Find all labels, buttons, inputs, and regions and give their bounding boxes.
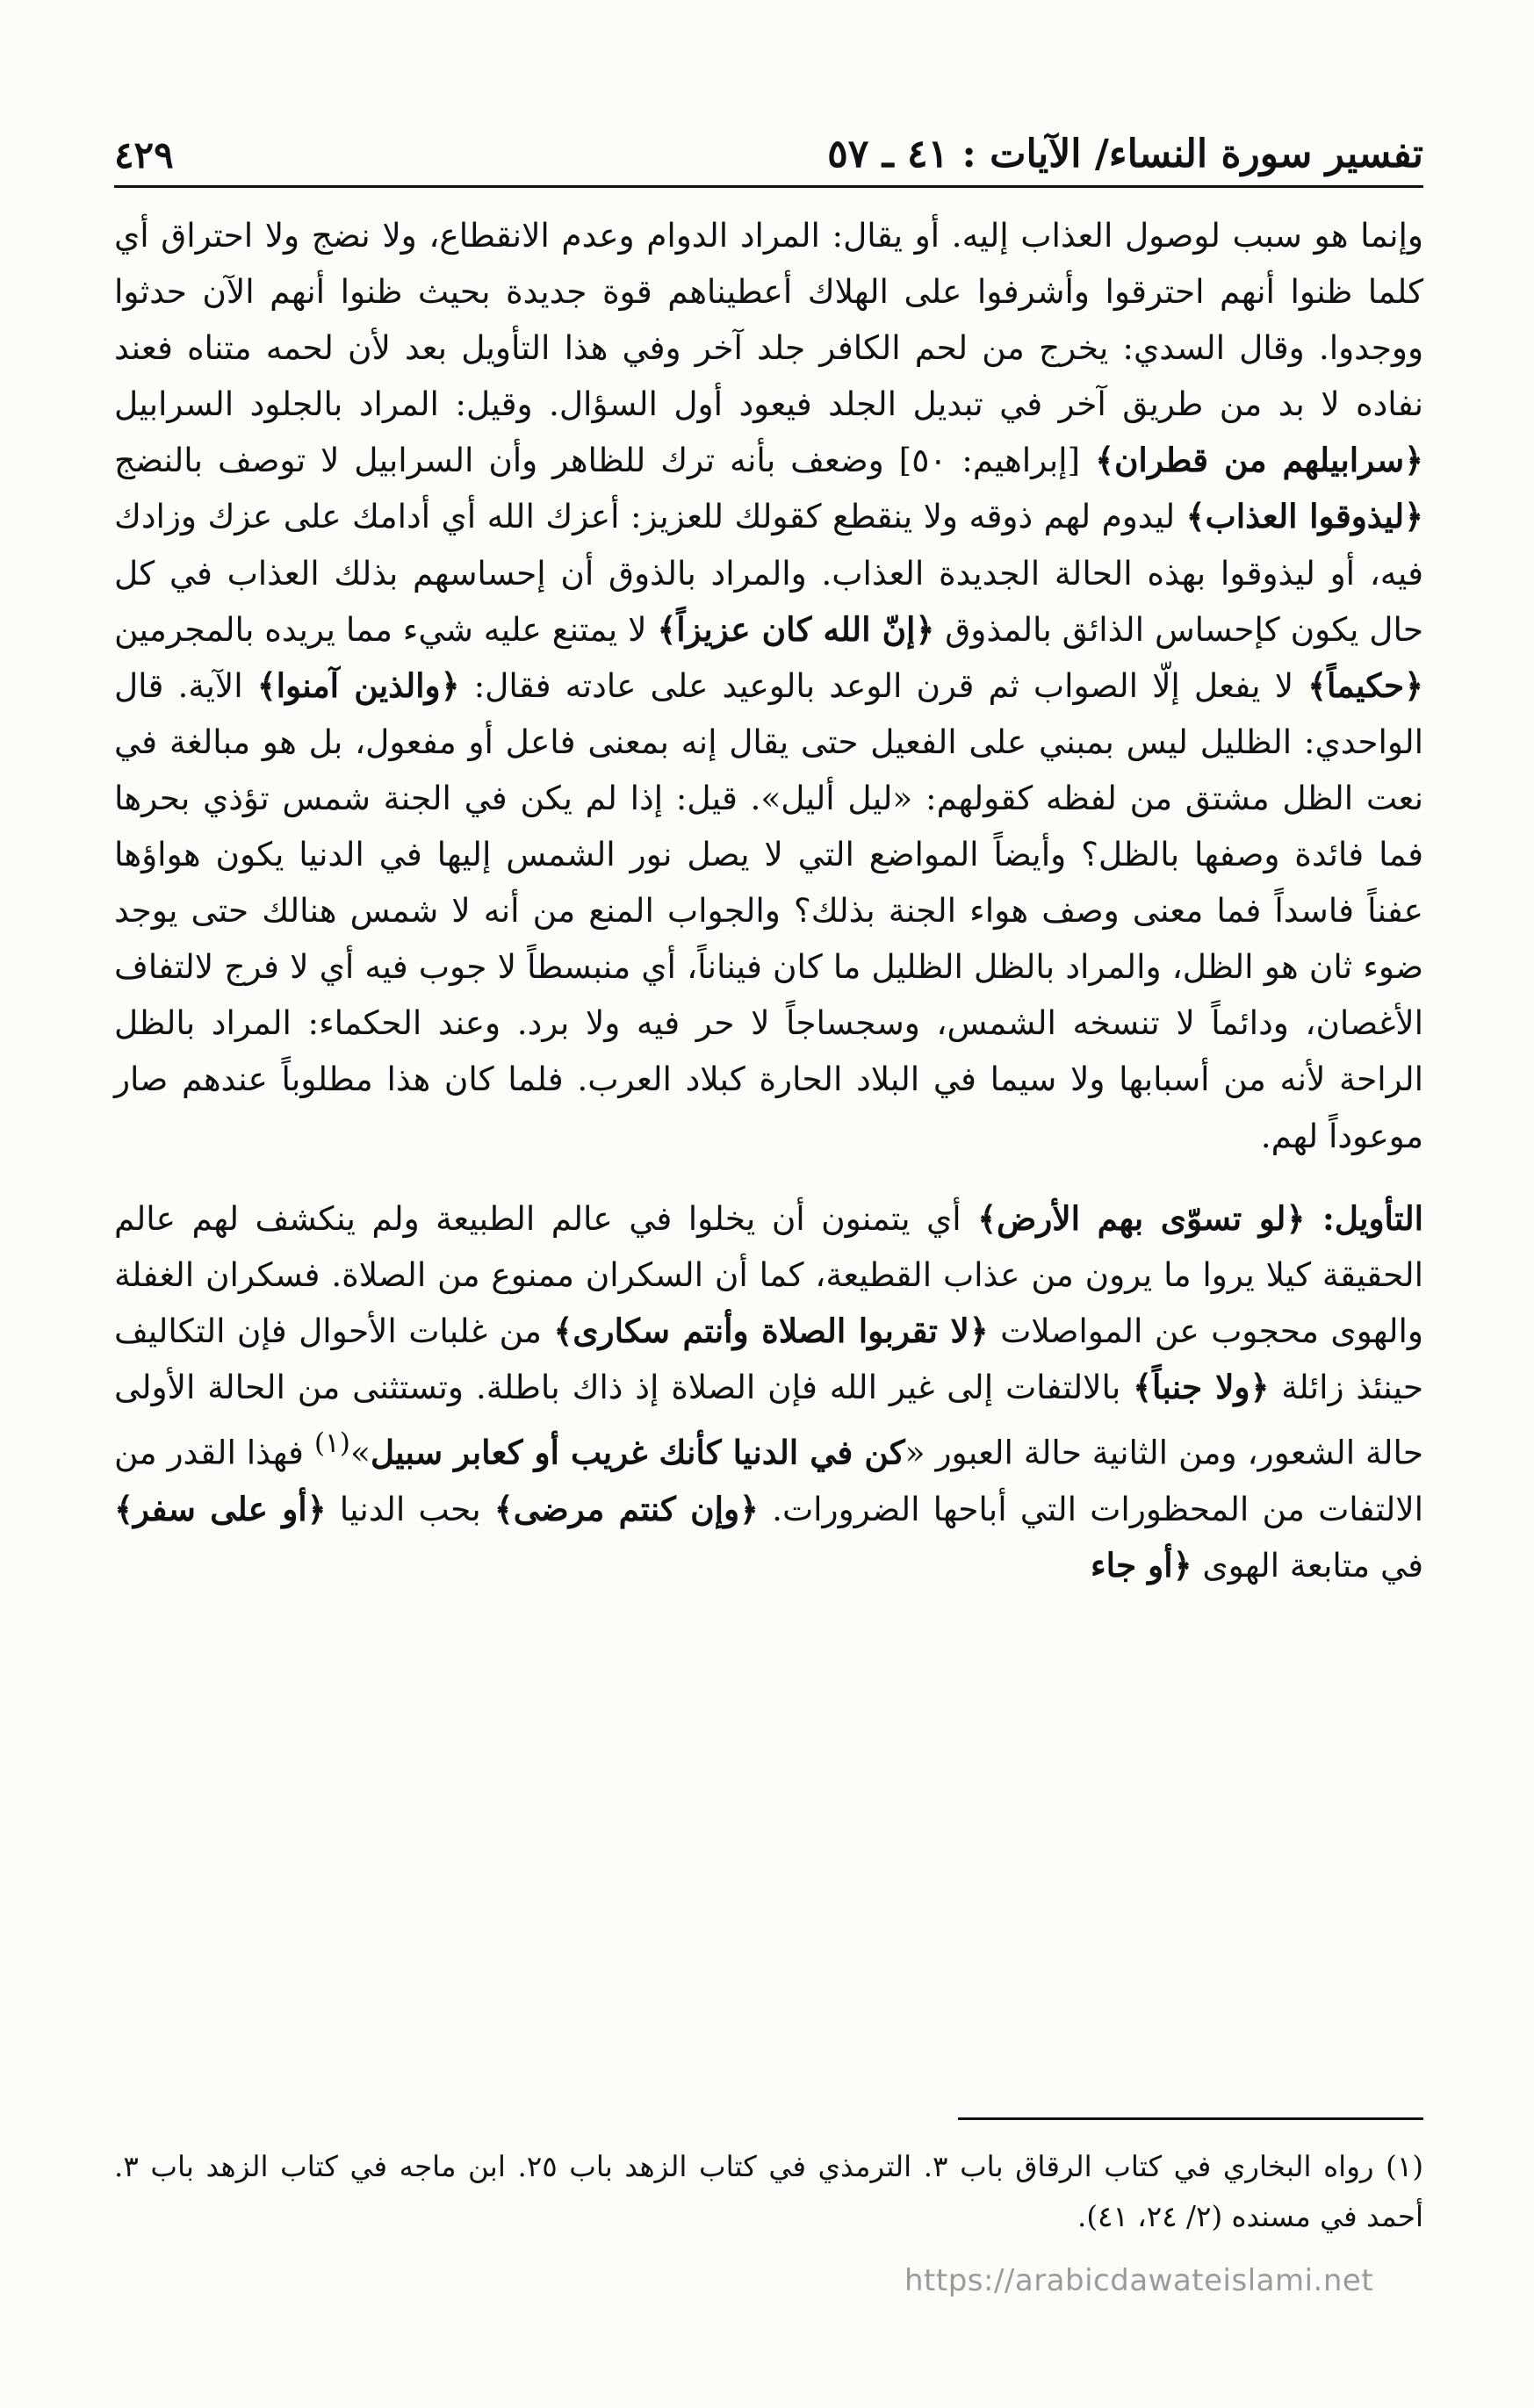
emphasized-text: ﴿وإن كنتم مرضى﴾ — [493, 1489, 759, 1528]
footnotes — [114, 2142, 1423, 2242]
body-text — [114, 207, 1423, 1593]
text-run: فهذا القدر من الالتفات من المحظورات التي أباحها الضرورات. — [114, 1433, 1423, 1528]
footnote-marker: (١) — [313, 1427, 350, 1459]
text-run: [إبراهيم: ٥٠] وضعف بأنه ترك للظاهر وأن السرابيل لا توصف بالنضج — [114, 441, 1096, 480]
text-run: بالالتفات إلى غير الله فإن الصلاة إذ ذاك باطلة. وتستثنى من الحالة الأولى حالة الشعور، ومن الثانية حالة العبور « — [114, 1367, 1423, 1472]
text-run: بحب الدنيا — [326, 1489, 494, 1528]
text-run: لا يفعل إلّا الصواب ثم قرن الوعد بالوعيد على عادته فقال: — [459, 665, 1308, 705]
text-run: من غلبات الأحوال فإن التكاليف حينئذ زائلة — [114, 1311, 1423, 1406]
emphasized-text: ﴿حكيماً﴾ — [1307, 665, 1423, 705]
text-run: وإنما هو سبب لوصول العذاب إليه. أو يقال: المراد الدوام وعدم الانقطاع، ولا نضج ولا احتراق أي كلما ظنوا أنهم احترقوا وأشرفوا على الهلاك أعطيناهم قوة جديدة بحيث ظنوا أنهم الآن حدثوا ووجدوا. وقال السدي: يخرج من لحم الكافر جلد آخر وفي هذا التأويل بعد لأن لحمه متناه فعند نفاده لا بد من طريق آخر في تبديل الجلد فيعود أول السؤال. وقيل: المراد بالجلود السرابيل — [114, 216, 1423, 424]
emphasized-text: ﴿لو تسوّى بهم الأرض﴾ — [977, 1198, 1306, 1238]
running-header — [114, 132, 1423, 188]
emphasized-text: ﴿أو جاء — [1091, 1545, 1192, 1585]
emphasized-text: ﴿ليذوقوا العذاب﴾ — [1185, 497, 1423, 536]
header-title: تفسير سورة النساء/ الآيات : ٤١ ـ ٥٧ — [827, 132, 1423, 176]
text-run: الآية. قال الواحدي: الظليل ليس بمبني على الفعيل حتى يقال إنه بمعنى فاعل أو مفعول، بل هو مبالغة في نعت الظل مشتق من لفظه كقولهم: «ليل أليل». قيل: إذا لم يكن في الجنة شمس تؤذي بحرها فما فائدة وصفها بالظل؟ وأيضاً المواضع التي لا يصل نور الشمس إليها في الدنيا يكون هواؤها عفناً فاسداً فما معنى وصف هواء الجنة بذلك؟ والجواب المنع من أنه لا شمس هنالك حتى يوجد ضوء ثان هو الظل، والمراد بالظل الظليل ما كان فيناناً، أي منبسطاً لا جوب فيه أي لا فرج لالتفاف الأغصان، ودائماً لا تنسخه الشمس، وسجساجاً لا حر فيه ولا برد. وعند الحكماء: المراد بالظل الراحة لأنه من أسبابها ولا سيما في البلاد الحارة كبلاد العرب. فلما كان هذا مطلوباً عندهم صار موعوداً لهم. — [114, 665, 1423, 1155]
watermark-url: https://arabicdawateislami.net — [904, 2263, 1374, 2298]
text-run: في متابعة الهوى — [1192, 1545, 1423, 1585]
emphasized-text: كن في الدنيا كأنك غريب أو كعابر سبيل — [370, 1433, 905, 1472]
paragraph-2 — [114, 1190, 1423, 1593]
page-number: ٤٢٩ — [114, 133, 174, 176]
emphasized-text: ﴿إنّ الله كان عزيزاً﴾ — [657, 609, 935, 649]
emphasized-text: ﴿سرابيلهم من قطران﴾ — [1095, 441, 1424, 480]
emphasized-text: ﴿والذين آمنوا﴾ — [256, 665, 460, 705]
emphasized-text: ﴿أو على سفر﴾ — [114, 1489, 327, 1528]
text-run: أي يتمنون أن يخلوا في عالم الطبيعة ولم ينكشف لهم عالم الحقيقة كيلا يروا ما يرون من عذاب القطيعة، كما أن السكران ممنوع من الصلاة. فسكران الغفلة والهوى محجوب عن المواصلات — [114, 1198, 1423, 1350]
emphasized-text: ﴿ولا جنباً﴾ — [1133, 1367, 1270, 1406]
footnote-1: (١) رواه البخاري في كتاب الرقاق باب ٣. الترمذي في كتاب الزهد باب ٢٥. ابن ماجه في كتاب الزهد باب ٣. أحمد في مسنده (٢/ ٢٤، ٤١). — [114, 2150, 1423, 2233]
footnote-divider — [958, 2117, 1423, 2120]
text-run: » — [349, 1433, 371, 1472]
paragraph-1 — [114, 207, 1423, 1164]
text-run: ليدوم لهم ذوقه ولا ينقطع كقولك للعزيز: أعزك الله أي أدامك على عزك وزادك فيه، أو ليذوقوا بهذه الحالة الجديدة العذاب. والمراد بالذوق أن إحساسهم بذلك العذاب في كل حال يكون كإحساس الذائق بالمذوق — [114, 497, 1423, 649]
text-run: لا يمتنع عليه شيء مما يريده بالمجرمين — [114, 609, 658, 649]
emphasized-text: التأويل: — [1305, 1198, 1424, 1238]
emphasized-text: ﴿لا تقربوا الصلاة وأنتم سكارى﴾ — [553, 1311, 989, 1350]
